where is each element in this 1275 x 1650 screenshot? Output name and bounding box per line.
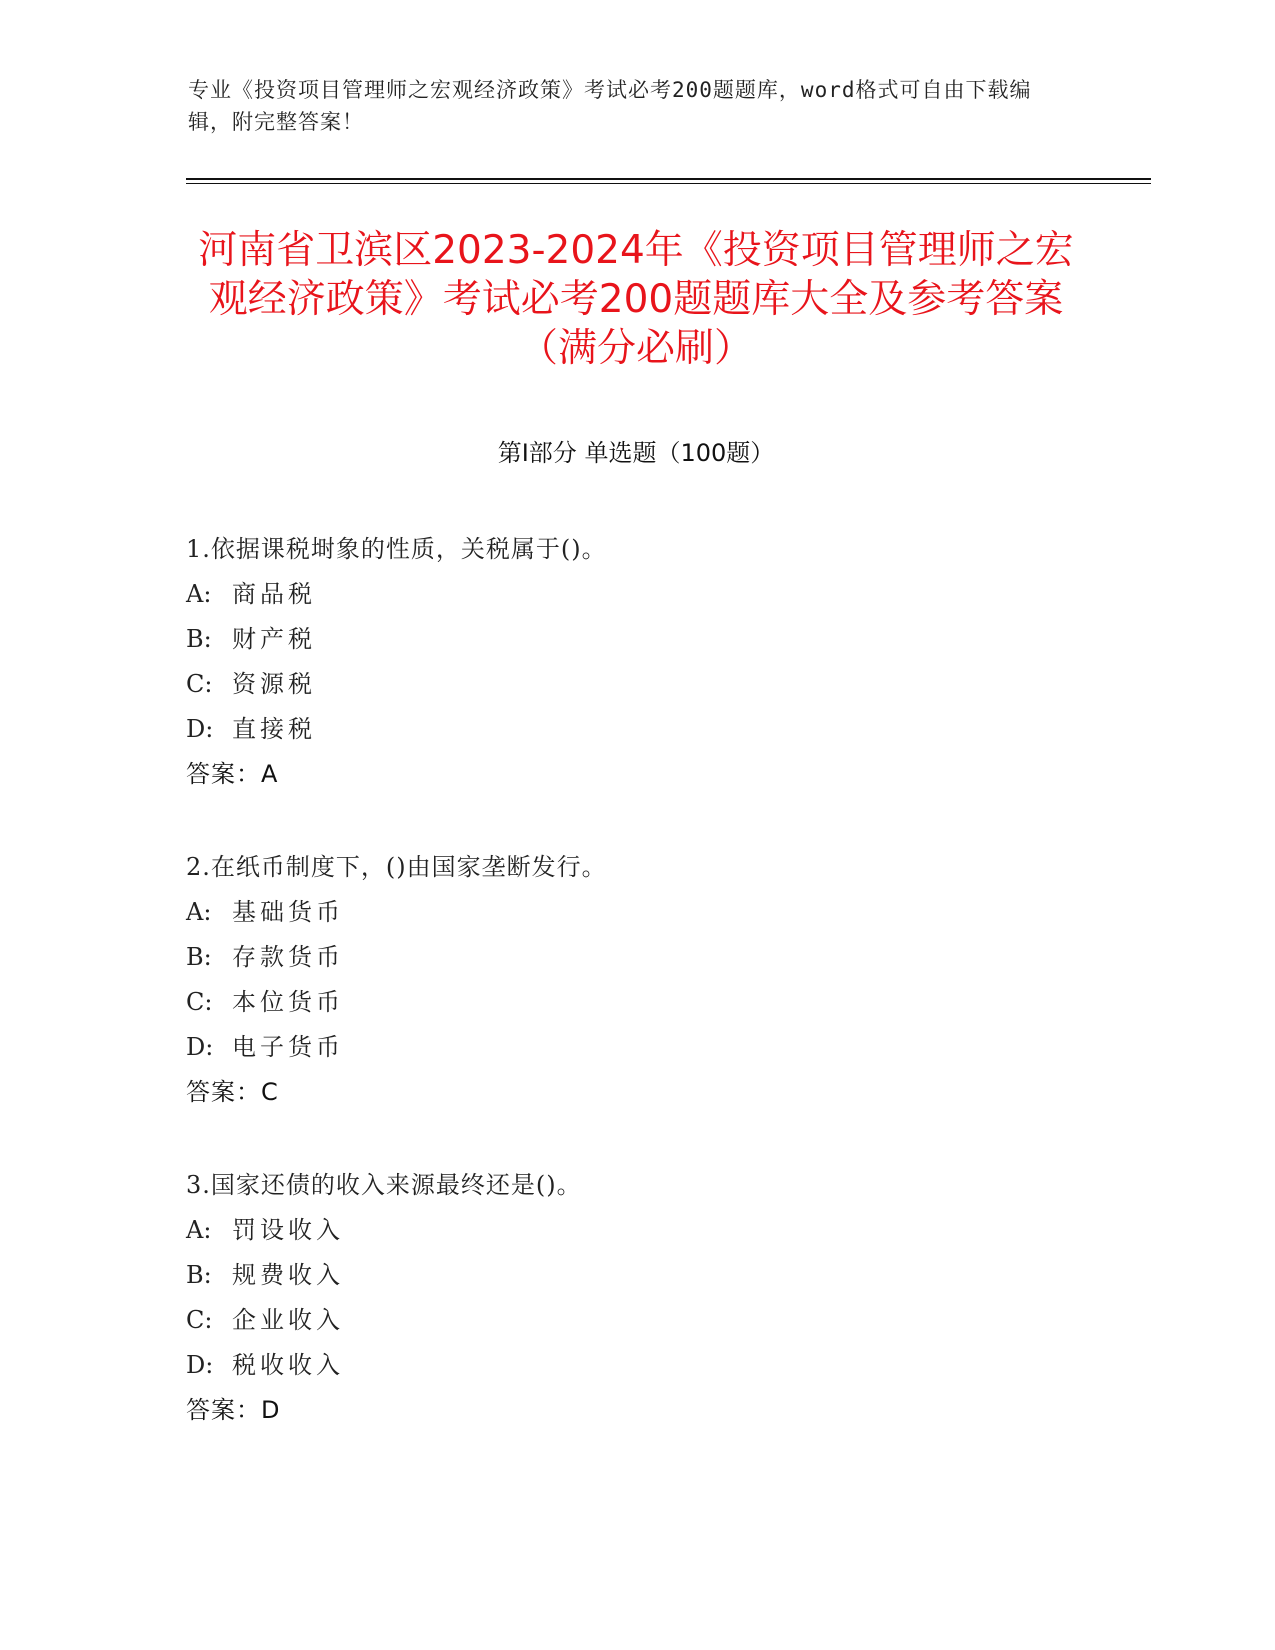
- option-letter: C:: [186, 670, 213, 698]
- option-b: [186, 1253, 1086, 1298]
- question-1: [186, 526, 1086, 797]
- question-2: [186, 844, 1086, 1115]
- option-letter: D:: [186, 715, 214, 743]
- option-a: [186, 572, 1086, 617]
- option-a: [186, 1208, 1086, 1253]
- option-letter: C:: [186, 1306, 213, 1334]
- option-text: 企业收入: [232, 1306, 344, 1334]
- option-text: 基础货币: [232, 898, 344, 926]
- option-letter: B:: [186, 943, 212, 971]
- option-a: [186, 890, 1086, 935]
- option-c: [186, 1298, 1086, 1343]
- question-3: [186, 1162, 1086, 1433]
- option-d: [186, 1343, 1086, 1388]
- answer-line: 答案：C: [186, 1078, 279, 1106]
- option-text: 财产税: [232, 625, 316, 653]
- question-stem: 1.依据课税埘象的性质，关税属于()。: [186, 535, 607, 563]
- option-text: 电子货币: [232, 1033, 344, 1061]
- question-stem: 3.国家还债的收入来源最终还是()。: [186, 1171, 582, 1199]
- option-list: [186, 1208, 1086, 1388]
- option-letter: C:: [186, 988, 213, 1016]
- answer-line: 答案：D: [186, 1396, 281, 1424]
- option-text: 罚设收入: [232, 1216, 344, 1244]
- option-letter: D:: [186, 1033, 214, 1061]
- option-text: 资源税: [232, 670, 316, 698]
- option-text: 存款货币: [232, 943, 344, 971]
- question-stem: 2.在纸币制度下，()由国家垄断发行。: [186, 853, 607, 881]
- header-rule-thick: [186, 178, 1151, 180]
- option-letter: B:: [186, 1261, 212, 1289]
- option-list: [186, 890, 1086, 1070]
- option-text: 本位货币: [232, 988, 344, 1016]
- option-text: 规费收入: [232, 1261, 344, 1289]
- option-c: [186, 662, 1086, 707]
- option-text: 税收收入: [232, 1351, 344, 1379]
- option-letter: A:: [186, 1216, 212, 1244]
- option-d: [186, 1025, 1086, 1070]
- document-title: 河南省卫滨区2023-2024年《投资项目管理师之宏观经济政策》考试必考200题题库大全及参考答案（满分必刷）: [198, 228, 1074, 371]
- answer-line: 答案：A: [186, 760, 279, 788]
- option-b: [186, 617, 1086, 662]
- option-letter: A:: [186, 580, 212, 608]
- option-letter: D:: [186, 1351, 214, 1379]
- option-c: [186, 980, 1086, 1025]
- option-d: [186, 707, 1086, 752]
- option-b: [186, 935, 1086, 980]
- option-text: 商品税: [232, 580, 316, 608]
- option-list: [186, 572, 1086, 752]
- header-note: 专业《投资项目管理师之宏观经济政策》考试必考200题题库，word格式可自由下载编辑，附完整答案！: [188, 78, 1032, 134]
- option-letter: B:: [186, 625, 212, 653]
- option-letter: A:: [186, 898, 212, 926]
- header-rule-thin: [186, 183, 1151, 184]
- option-text: 直接税: [232, 715, 316, 743]
- section-heading: 第Ⅰ部分 单选题（100题）: [497, 439, 775, 467]
